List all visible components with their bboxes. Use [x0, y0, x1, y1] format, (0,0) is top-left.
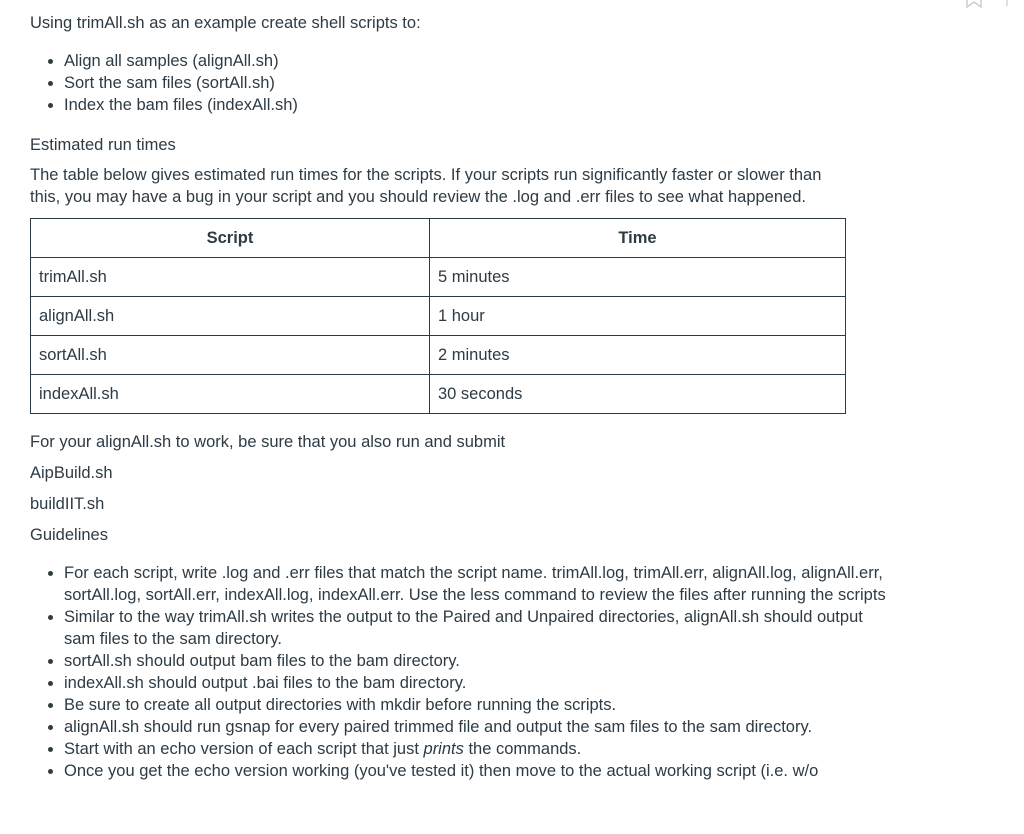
task-item: • Sort the sam files (sortAll.sh) — [64, 72, 870, 94]
cell-script: trimAll.sh — [31, 258, 430, 297]
guideline-item: • Be sure to create all output directories with mkdir before running the scripts. — [64, 694, 894, 716]
guideline-item: • alignAll.sh should run gsnap for every paired trimmed file and output the sam files to the sam directory. — [64, 716, 894, 738]
run-times-table — [30, 218, 846, 414]
cell-script: sortAll.sh — [31, 336, 430, 375]
task-item: • Align all samples (alignAll.sh) — [64, 50, 870, 72]
estimated-heading: Estimated run times — [30, 136, 176, 154]
table-row — [31, 258, 846, 297]
guidelines-heading: Guidelines — [30, 526, 108, 544]
task-item: • Index the bam files (indexAll.sh) — [64, 94, 870, 116]
build-iit-script: buildIIT.sh — [30, 495, 105, 513]
table-intro-text: The table below gives estimated run times for the scripts. If your scripts run significantly faster or slower than this, you may have a bug in your script and you should review the .log and .err files to see what happened. — [30, 166, 822, 206]
cell-time: 2 minutes — [430, 336, 846, 375]
guideline-item — [64, 738, 894, 760]
guideline-item: • sortAll.sh should output bam files to the bam directory. — [64, 650, 894, 672]
intro-text: Using trimAll.sh as an example create shell scripts to: — [30, 14, 421, 32]
table-row — [31, 297, 846, 336]
cell-script: indexAll.sh — [31, 375, 430, 414]
aip-build-script: AipBuild.sh — [30, 464, 113, 482]
task-list — [30, 50, 870, 116]
guidelines-list — [30, 562, 894, 782]
cell-time: 5 minutes — [430, 258, 846, 297]
cell-script: alignAll.sh — [31, 297, 430, 336]
guideline-item: • Similar to the way trimAll.sh writes the output to the Paired and Unpaired directories, alignAll.sh should output sam files to the sam directory. — [64, 606, 894, 650]
header-time: Time — [430, 219, 846, 258]
cell-time: 1 hour — [430, 297, 846, 336]
guideline-item: • For each script, write .log and .err files that match the script name. trimAll.log, trimAll.err, alignAll.log, alignAll.err, sortAll.log, sortAll.err, indexAll.log, indexAll.err. Use the less command to review the files after running the scripts — [64, 562, 894, 606]
guideline-text: Start with an echo version of each script that just — [64, 740, 424, 758]
bookmark-icon[interactable] — [966, 0, 982, 8]
cell-time: 30 seconds — [430, 375, 846, 414]
guideline-item: • indexAll.sh should output .bai files to the bam directory. — [64, 672, 894, 694]
table-row — [31, 336, 846, 375]
window-edge-icon — [1006, 0, 1016, 6]
guideline-text: the commands. — [463, 740, 582, 758]
table-row — [31, 375, 846, 414]
guideline-emphasis: prints — [423, 740, 464, 758]
table-header-row — [31, 219, 846, 258]
assignment-content — [30, 12, 886, 782]
submit-note: For your alignAll.sh to work, be sure that you also run and submit — [30, 433, 506, 451]
header-script: Script — [31, 219, 430, 258]
guideline-item: • Once you get the echo version working (you've tested it) then move to the actual working script (i.e. w/o — [64, 760, 894, 782]
